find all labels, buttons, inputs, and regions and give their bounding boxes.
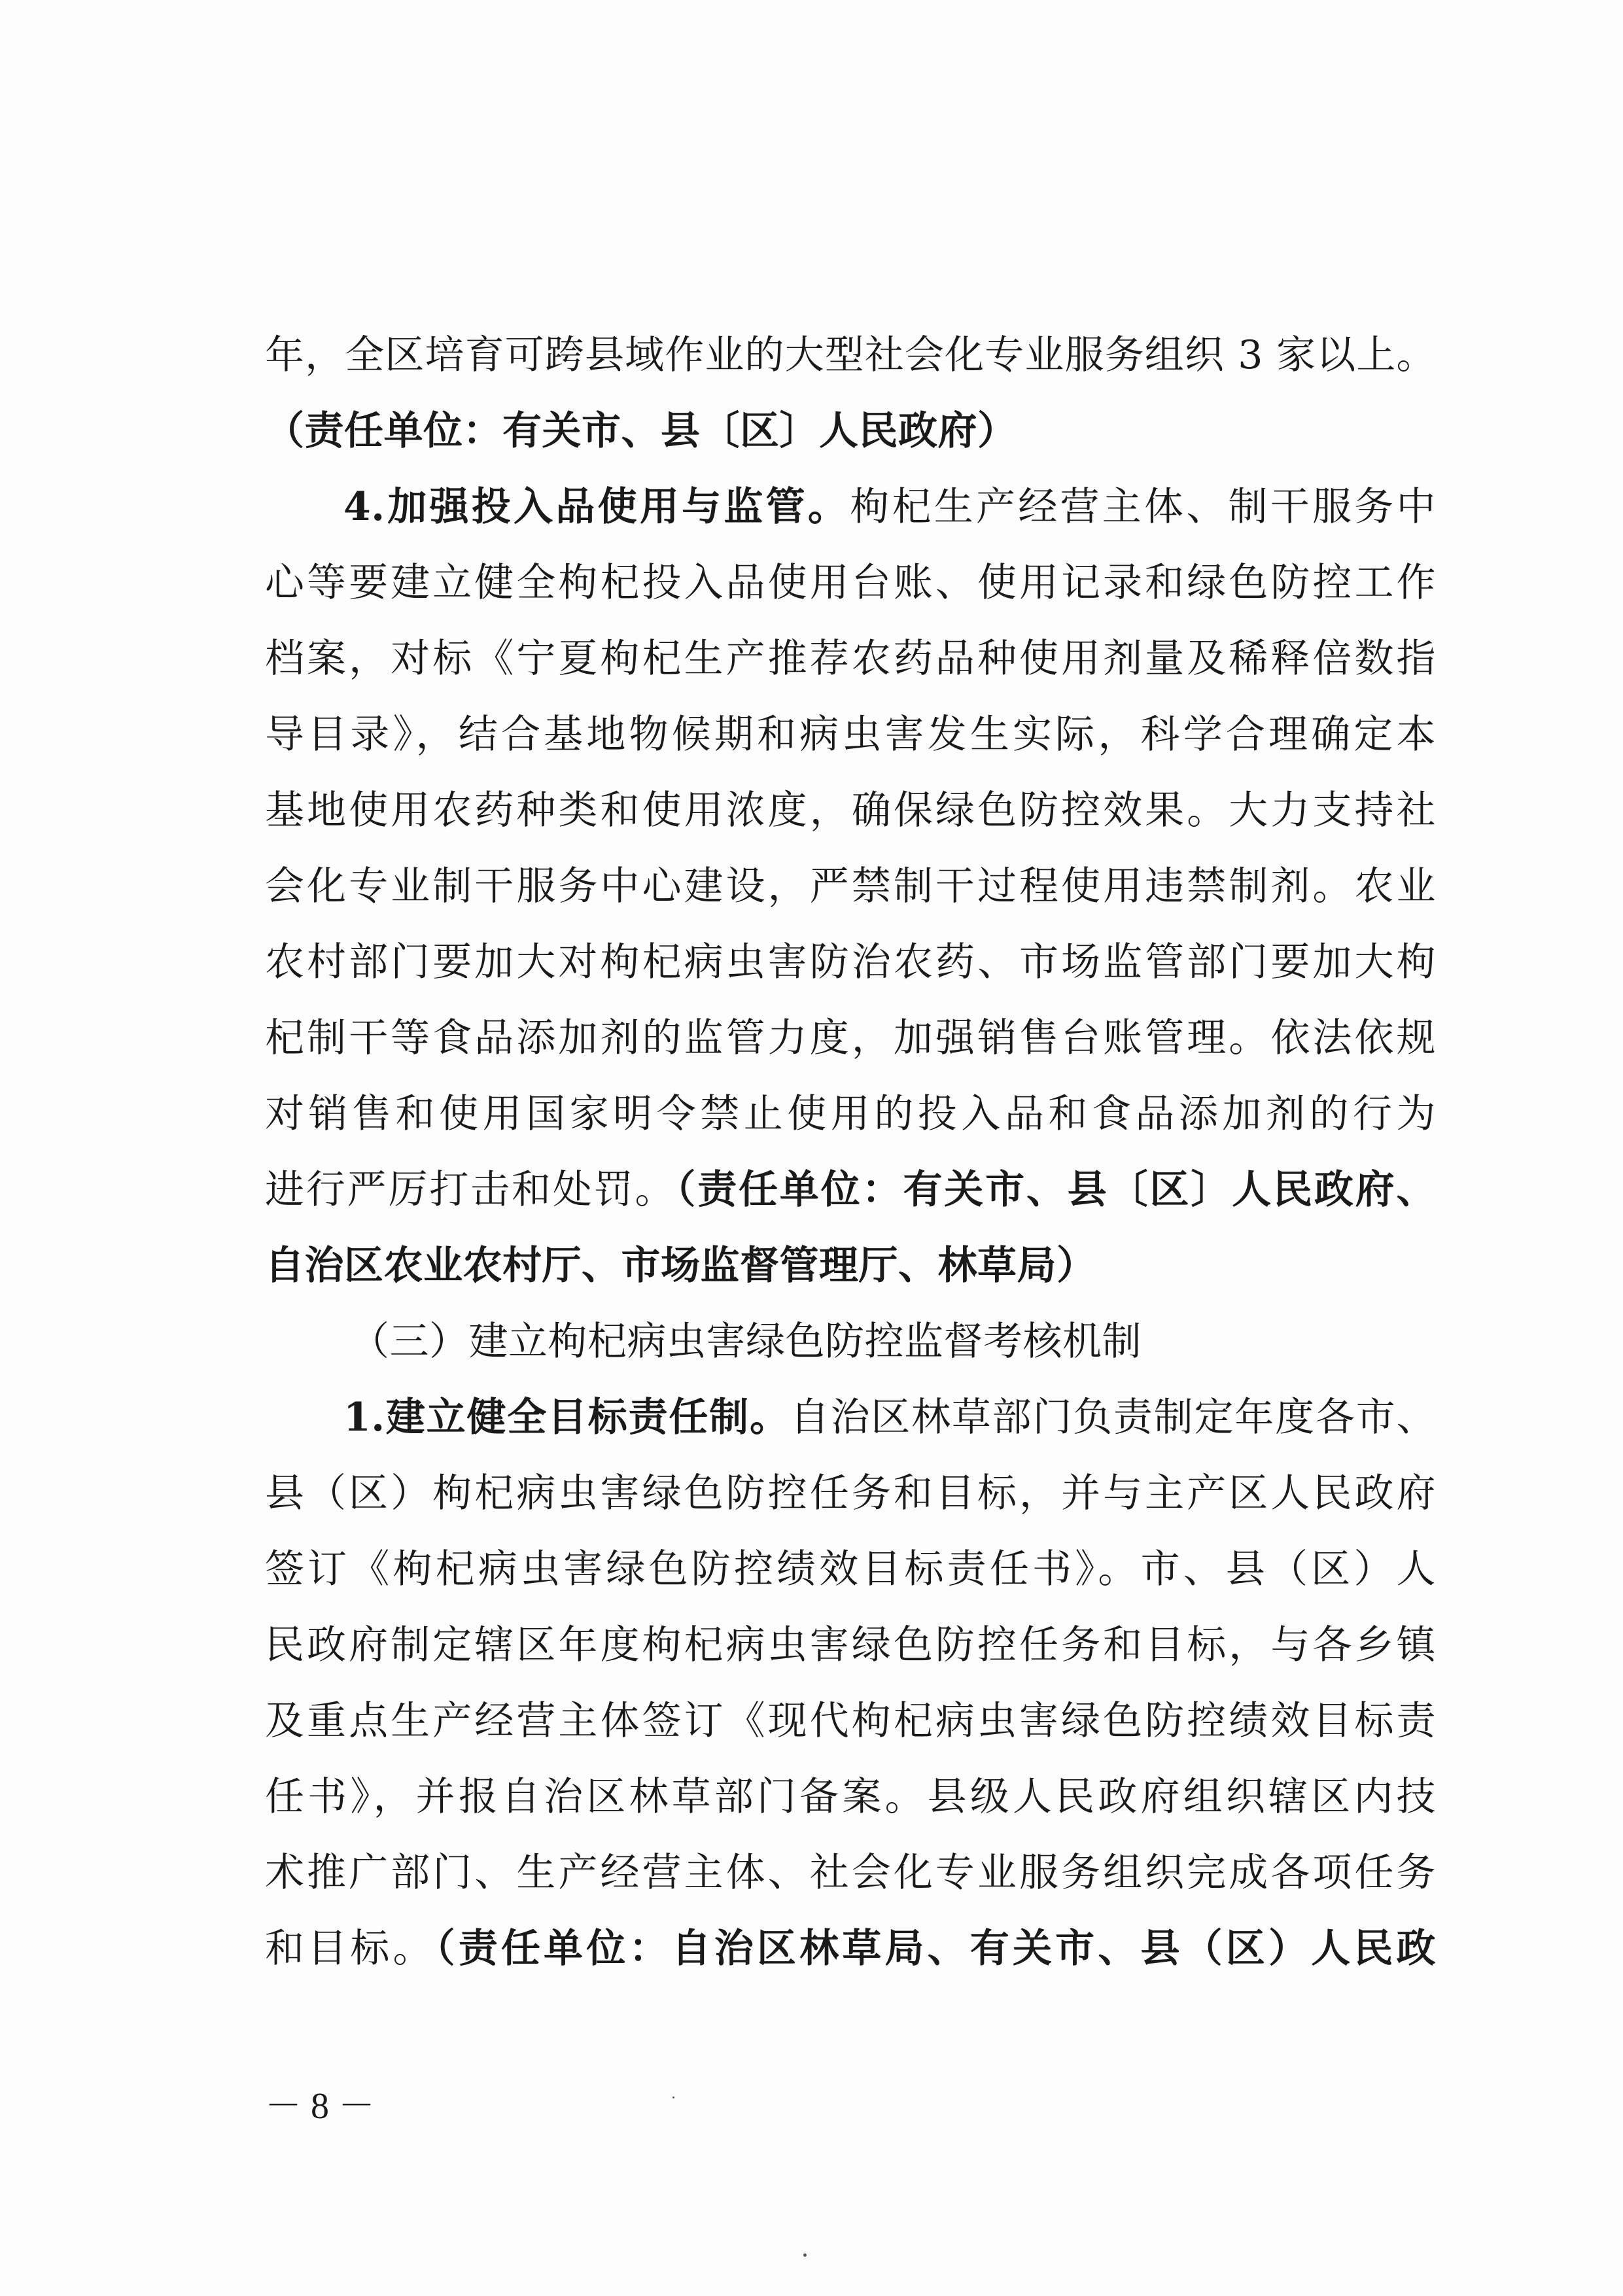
page-number: － 8 －	[265, 2086, 375, 2127]
text-line: 签订《枸杞病虫害绿色防控绩效目标责任书》。市、县（区）人	[265, 1546, 1436, 1592]
text-line: 4.加强投入品使用与监管。枸杞生产经营主体、制干服务中	[343, 484, 1436, 530]
responsibility-note: （责任单位：有关市、县〔区〕人民政府、	[676, 1167, 1436, 1213]
item-heading: 1.建立健全目标责任制。	[343, 1395, 790, 1440]
scan-speck	[672, 2096, 674, 2098]
text-line: 档案，对标《宁夏枸杞生产推荐农药品种使用剂量及稀释倍数指	[265, 636, 1436, 682]
responsibility-note: 自治区农业农村厅、市场监督管理厅、林草局）	[265, 1243, 1096, 1289]
text-line: 和目标。（责任单位：自治区林草局、有关市、县（区）人民政	[265, 1926, 1436, 1972]
responsibility-note: （责任单位：自治区林草局、有关市、县（区）人民政	[435, 1926, 1436, 1972]
text-line: 进行严厉打击和处罚。（责任单位：有关市、县〔区〕人民政府、	[265, 1167, 1436, 1213]
body-text	[265, 317, 1436, 1987]
text-line: 杞制干等食品添加剂的监管力度，加强销售台账管理。依法依规	[265, 1015, 1436, 1061]
responsibility-note: （责任单位：有关市、县〔区〕人民政府）	[265, 408, 1017, 454]
text-line: 民政府制定辖区年度枸杞病虫害绿色防控任务和目标，与各乡镇	[265, 1622, 1436, 1668]
section-heading: （三）建立枸杞病虫害绿色防控监督考核机制	[350, 1319, 1142, 1365]
text-line	[265, 1228, 1436, 1304]
text-line: 县（区）枸杞病虫害绿色防控任务和目标，并与主产区人民政府	[265, 1470, 1436, 1516]
text-line: 基地使用农药种类和使用浓度，确保绿色防控效果。大力支持社	[265, 788, 1436, 833]
item-heading: 4.加强投入品使用与监管。	[343, 484, 850, 530]
text-line: 任书》，并报自治区林草部门备案。县级人民政府组织辖区内技	[265, 1774, 1436, 1820]
text-line: 导目录》，结合基地物候期和病虫害发生实际，科学合理确定本	[265, 712, 1436, 757]
text-line: 年，全区培育可跨县域作业的大型社会化专业服务组织 3 家以上。	[265, 332, 1436, 378]
text-line	[265, 393, 1436, 469]
text-line: 会化专业制干服务中心建设，严禁制干过程使用违禁制剂。农业	[265, 863, 1436, 909]
text-line: 1.建立健全目标责任制。自治区林草部门负责制定年度各市、	[343, 1395, 1436, 1440]
text-line: 对销售和使用国家明令禁止使用的投入品和食品添加剂的行为	[265, 1091, 1436, 1137]
text-line: 及重点生产经营主体签订《现代枸杞病虫害绿色防控绩效目标责	[265, 1698, 1436, 1744]
text-line: 农村部门要加大对枸杞病虫害防治农药、市场监管部门要加大枸	[265, 939, 1436, 985]
text-line: 心等要建立健全枸杞投入品使用台账、使用记录和绿色防控工作	[265, 560, 1436, 606]
scan-speck	[803, 2253, 807, 2257]
text-line: 术推广部门、生产经营主体、社会化专业服务组织完成各项任务	[265, 1850, 1436, 1896]
